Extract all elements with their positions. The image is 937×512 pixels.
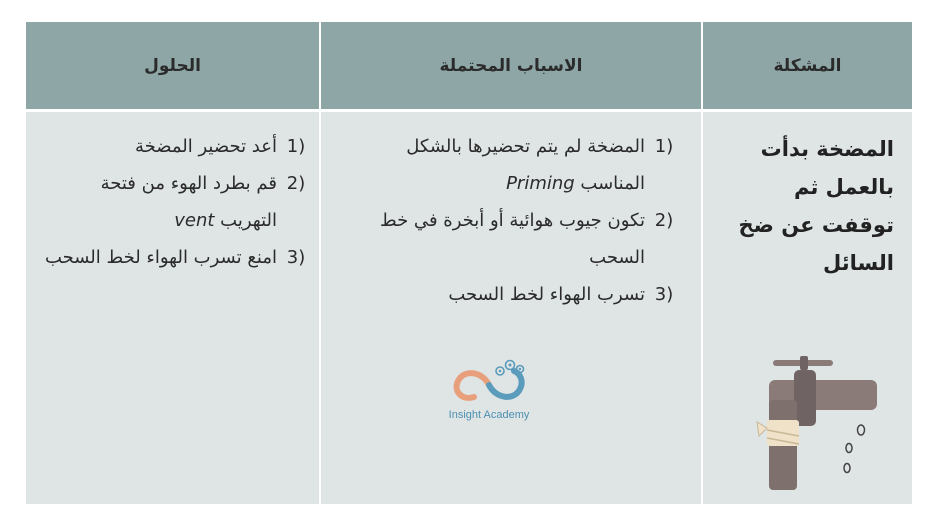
item-number: 1) (654, 136, 674, 157)
item-text: امنع تسرب الهواء لخط السحب (44, 247, 277, 268)
item-number: 2) (654, 210, 674, 231)
list-item (353, 128, 683, 202)
table-grid (26, 22, 912, 504)
list-item (353, 276, 683, 313)
item-number: 1) (286, 136, 306, 157)
item-number: 2) (286, 173, 306, 194)
header-causes-label: الاسباب المحتملة (439, 55, 583, 76)
latin-term: Priming (506, 173, 575, 194)
causes-cell (321, 109, 703, 504)
latin-term: vent (174, 210, 215, 231)
list-item (43, 128, 315, 165)
item-text: قم بطرد الهوء من فتحة التهريب vent (100, 173, 277, 231)
list-item (43, 165, 315, 239)
list-item (43, 239, 315, 276)
solutions-list (43, 128, 315, 276)
solutions-cell (26, 109, 321, 504)
item-number: 3) (654, 284, 674, 305)
item-text: تكون جيوب هوائية أو أبخرة في خط السحب (380, 210, 645, 268)
insight-academy-logo (439, 357, 539, 421)
problem-text: المضخة بدأت بالعمل ثم توقفت عن ضخ السائل (738, 137, 894, 275)
header-solutions-label: الحلول (144, 55, 201, 76)
problem-cell (703, 109, 912, 504)
header-causes (321, 22, 703, 109)
item-number: 3) (286, 247, 306, 268)
item-text: أعد تحضير المضخة (134, 136, 277, 157)
logo-text: Insight Academy (448, 409, 530, 421)
info-table (26, 22, 912, 504)
causes-list (353, 128, 683, 313)
header-problem (703, 22, 912, 109)
header-solutions (26, 22, 321, 109)
header-problem-label: المشكلة (773, 55, 842, 76)
item-text: تسرب الهواء لخط السحب (448, 284, 645, 305)
list-item (353, 202, 683, 276)
dripping-faucet-icon (751, 270, 881, 490)
logo-infinity-icon (444, 357, 534, 407)
item-text: المضخة لم يتم تحضيرها بالشكل المناسب Priming (406, 136, 645, 194)
